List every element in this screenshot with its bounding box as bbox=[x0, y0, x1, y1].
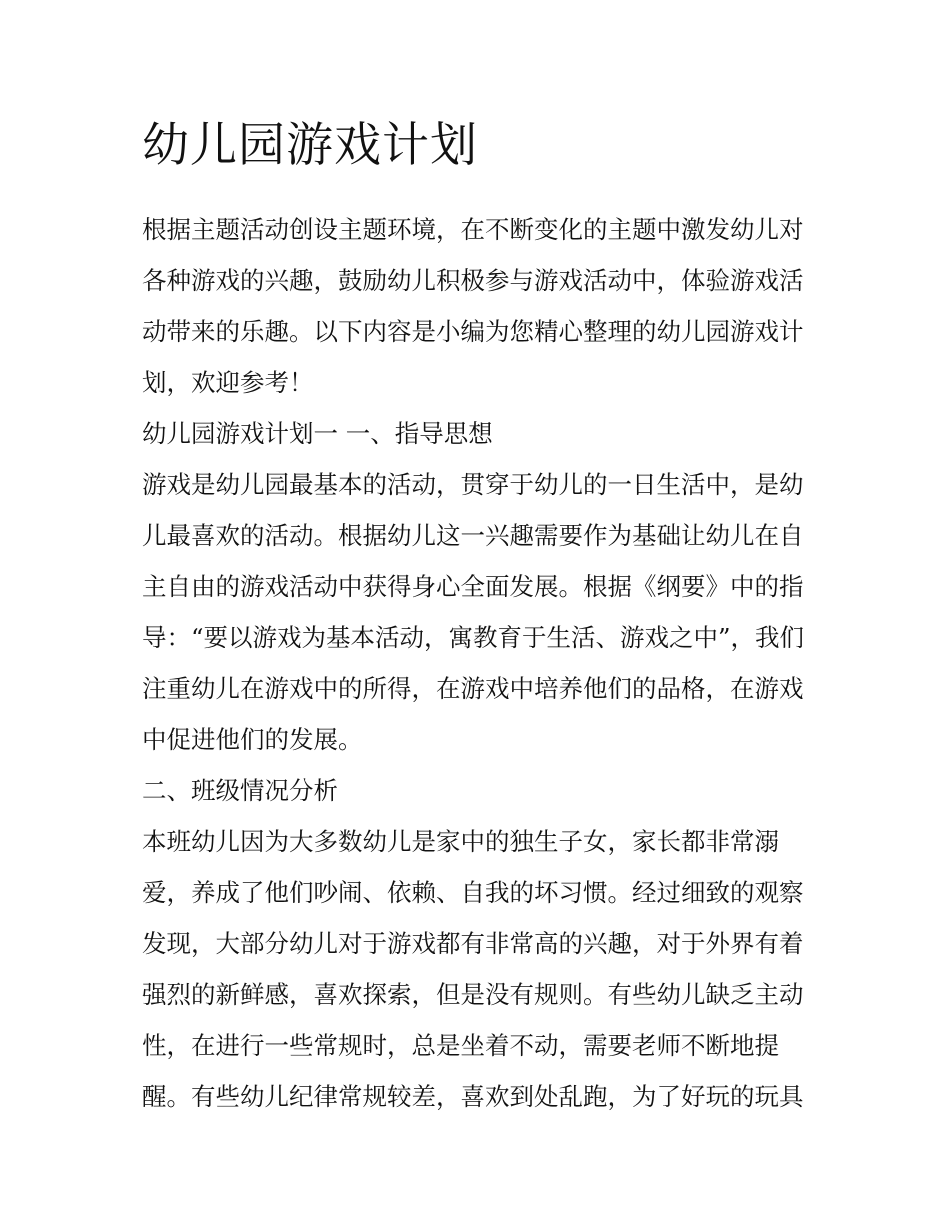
document-body bbox=[142, 204, 814, 1122]
text-line: 动带来的乐趣。以下内容是小编为您精心整理的幼儿园游戏计 bbox=[142, 317, 804, 346]
text-line: 儿最喜欢的活动。根据幼儿这一兴趣需要作为基础让幼儿在自 bbox=[142, 521, 804, 550]
text-line: 注重幼儿在游戏中的所得，在游戏中培养他们的品格，在游戏 bbox=[142, 674, 804, 703]
text-line: 根据主题活动创设主题环境，在不断变化的主题中激发幼儿对 bbox=[142, 215, 804, 244]
section-heading: 二、班级情况分析 bbox=[142, 776, 338, 805]
text-line: 中促进他们的发展。 bbox=[142, 725, 363, 754]
document-title: 幼儿园游戏计划 bbox=[142, 118, 478, 173]
text-line: 强烈的新鲜感，喜欢探索，但是没有规则。有些幼儿缺乏主动 bbox=[142, 980, 804, 1009]
text-line: 导：“要以游戏为基本活动，寓教育于生活、游戏之中”，我们 bbox=[142, 623, 805, 652]
document-page bbox=[142, 112, 814, 1122]
text-line: 性，在进行一些常规时，总是坐着不动，需要老师不断地提 bbox=[142, 1031, 779, 1060]
text-line: 划，欢迎参考！ bbox=[142, 368, 314, 397]
text-line: 本班幼儿因为大多数幼儿是家中的独生子女，家长都非常溺 bbox=[142, 827, 779, 856]
text-line: 醒。有些幼儿纪律常规较差，喜欢到处乱跑，为了好玩的玩具 bbox=[142, 1082, 804, 1111]
text-line: 发现，大部分幼儿对于游戏都有非常高的兴趣，对于外界有着 bbox=[142, 929, 804, 958]
section-heading: 幼儿园游戏计划一 一、指导思想 bbox=[142, 419, 493, 448]
text-line: 游戏是幼儿园最基本的活动，贯穿于幼儿的一日生活中，是幼 bbox=[142, 470, 804, 499]
text-line: 各种游戏的兴趣，鼓励幼儿积极参与游戏活动中，体验游戏活 bbox=[142, 266, 804, 295]
text-line: 主自由的游戏活动中获得身心全面发展。根据《纲要》中的指 bbox=[142, 572, 804, 601]
text-line: 爱，养成了他们吵闹、依赖、自我的坏习惯。经过细致的观察 bbox=[142, 878, 804, 907]
